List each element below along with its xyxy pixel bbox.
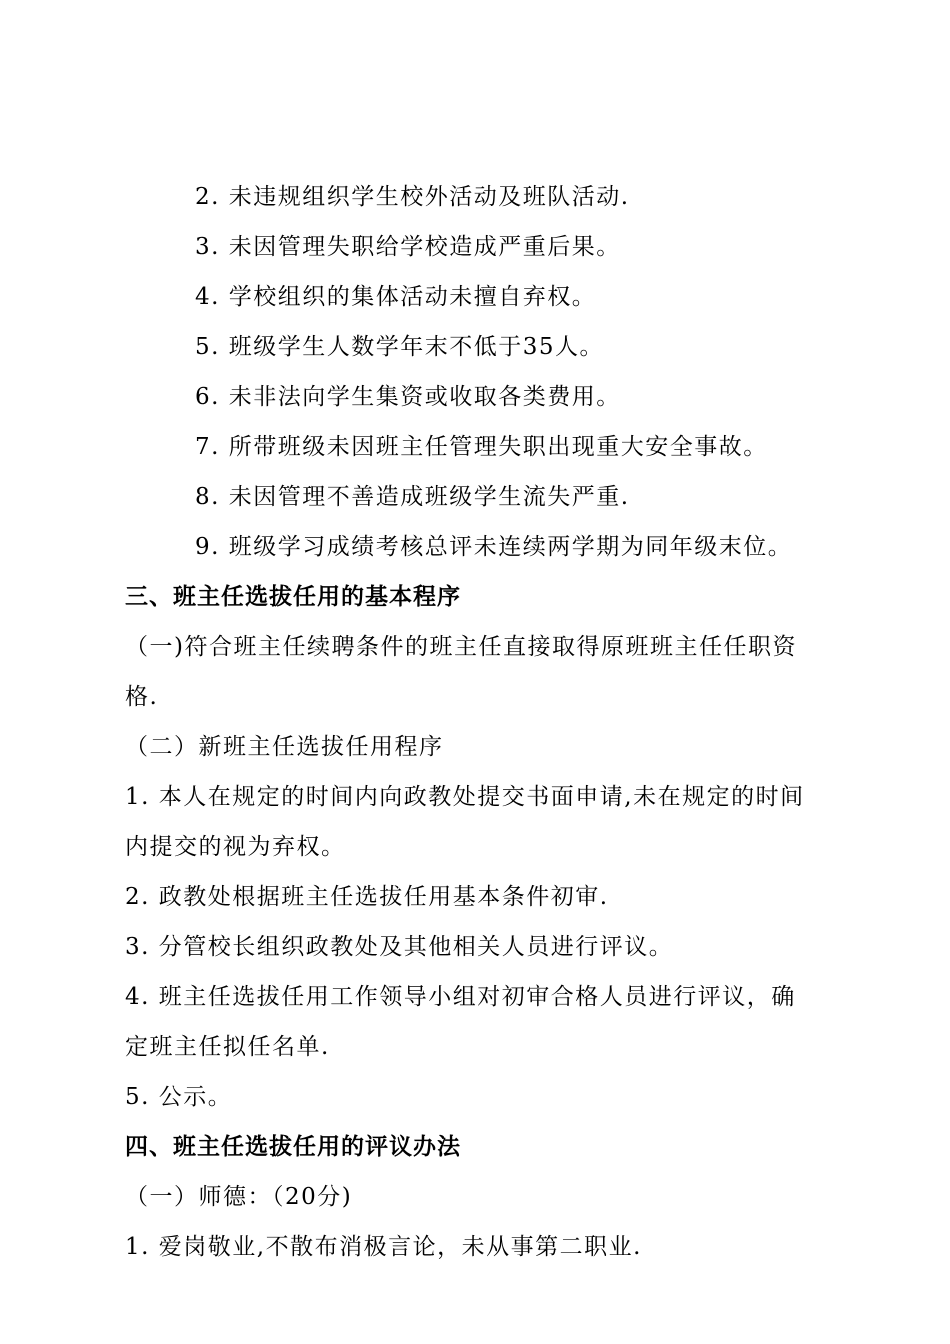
procedure-step-1-line2: 内提交的视为弃权。 — [125, 834, 346, 860]
condition-item-8: 8. 未因管理不善造成班级学生流失严重. — [195, 484, 630, 510]
section-3-sub2: （二）新班主任选拔任用程序 — [125, 734, 444, 760]
condition-item-2: 2. 未违规组织学生校外活动及班队活动. — [195, 184, 630, 210]
procedure-step-1-line1: 1. 本人在规定的时间内向政教处提交书面申请,未在规定的时间 — [125, 784, 805, 810]
condition-item-4: 4. 学校组织的集体活动未擅自弃权。 — [195, 284, 597, 310]
procedure-step-2: 2. 政教处根据班主任选拔任用基本条件初审. — [125, 884, 609, 910]
condition-item-9: 9. 班级学习成绩考核总评未连续两学期为同年级末位。 — [195, 534, 793, 560]
procedure-step-4-line1: 4. 班主任选拔任用工作领导小组对初审合格人员进行评议，确 — [125, 984, 796, 1010]
procedure-step-4-line2: 定班主任拟任名单. — [125, 1034, 330, 1060]
ethics-item-1: 1. 爱岗敬业,不散布消极言论，未从事第二职业. — [125, 1234, 642, 1260]
section-3-sub1-line2: 格. — [125, 684, 159, 710]
procedure-step-5: 5. 公示。 — [125, 1084, 233, 1110]
section-3-sub1-line1: （一)符合班主任续聘条件的班主任直接取得原班班主任任职资 — [125, 634, 797, 660]
section-4-heading: 四、班主任选拔任用的评议办法 — [125, 1133, 461, 1160]
condition-item-7: 7. 所带班级未因班主任管理失职出现重大安全事故。 — [195, 434, 768, 460]
procedure-step-3: 3. 分管校长组织政教处及其他相关人员进行评议。 — [125, 934, 674, 960]
condition-item-3: 3. 未因管理失职给学校造成严重后果。 — [195, 234, 621, 260]
condition-item-5: 5. 班级学生人数学年末不低于35人。 — [195, 334, 605, 360]
section-4-sub1: （一）师德：（20分) — [125, 1184, 353, 1210]
condition-item-6: 6. 未非法向学生集资或收取各类费用。 — [195, 384, 621, 410]
section-3-heading: 三、班主任选拔任用的基本程序 — [125, 583, 461, 610]
